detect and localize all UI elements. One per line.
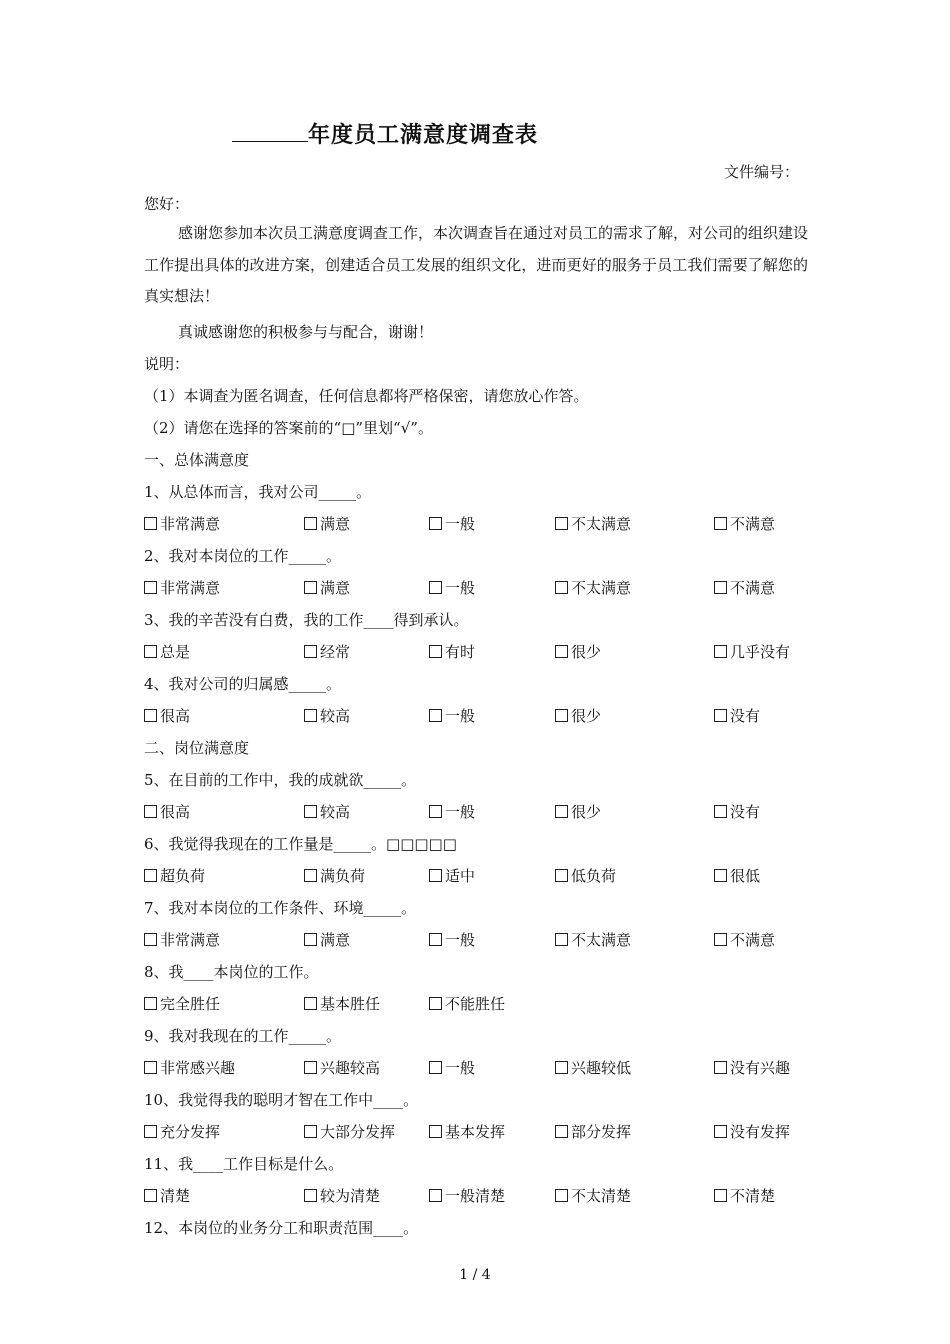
option-item[interactable] [429,801,475,822]
option-label: 没有 [730,803,761,821]
option-label: 低负荷 [571,867,617,885]
option-label: 很高 [160,707,191,725]
thanks-line: 真诚感谢您的积极参与与配合，谢谢！ [178,323,434,341]
option-label: 很高 [160,803,191,821]
checkbox[interactable] [714,869,727,882]
option-item[interactable] [555,1057,631,1078]
option-item[interactable] [714,929,775,950]
checkbox[interactable] [429,517,442,530]
option-label: 不满意 [730,515,776,533]
option-item[interactable] [555,865,616,886]
option-item[interactable] [304,865,365,886]
option-item[interactable] [144,801,190,822]
option-label: 有时 [445,643,476,661]
option-label: 较为清楚 [320,1187,381,1205]
option-item[interactable] [555,929,631,950]
option-item[interactable] [429,641,475,662]
checkbox[interactable] [304,869,317,882]
option-label: 适中 [445,867,476,885]
option-label: 不能胜任 [445,995,506,1013]
checkbox[interactable] [304,645,317,658]
checkbox[interactable] [144,805,157,818]
option-item[interactable] [304,801,350,822]
checkbox[interactable] [144,1061,157,1074]
option-item[interactable] [304,1185,380,1206]
option-item[interactable] [555,641,601,662]
option-item[interactable] [555,513,631,534]
checkbox[interactable] [429,1125,442,1138]
checkbox[interactable] [555,645,568,658]
checkbox[interactable] [144,869,157,882]
option-item[interactable] [144,993,220,1014]
section-heading: 二、岗位满意度 [144,739,250,757]
option-item[interactable] [429,929,475,950]
question-9: 9、我对我现在的工作_____。 [144,1027,342,1045]
option-label: 不满意 [730,931,776,949]
option-item[interactable] [555,577,631,598]
checkbox[interactable] [555,869,568,882]
option-label: 部分发挥 [571,1123,632,1141]
option-item[interactable] [304,641,350,662]
question-12: 12、本岗位的业务分工和职责范围____。 [144,1219,419,1237]
question-2: 2、我对本岗位的工作_____。 [144,547,342,565]
checkbox[interactable] [429,645,442,658]
option-item[interactable] [555,801,601,822]
checkbox[interactable] [714,805,727,818]
option-item[interactable] [429,865,475,886]
question-4: 4、我对公司的归属感_____。 [144,675,342,693]
checkbox[interactable] [144,581,157,594]
option-label: 一般 [445,707,476,725]
option-item[interactable] [429,705,475,726]
checkbox[interactable] [304,517,317,530]
checkbox[interactable] [429,997,442,1010]
option-item[interactable] [144,641,190,662]
option-item[interactable] [714,865,760,886]
option-label: 清楚 [160,1187,191,1205]
option-label: 经常 [320,643,351,661]
option-label: 一般 [445,579,476,597]
checkbox[interactable] [555,709,568,722]
option-item[interactable] [144,1121,220,1142]
option-item[interactable] [429,513,475,534]
option-item[interactable] [144,865,205,886]
section-heading: 一、总体满意度 [144,451,250,469]
option-label: 不太满意 [571,931,632,949]
checkbox[interactable] [144,1189,157,1202]
option-label: 完全胜任 [160,995,221,1013]
checkbox[interactable] [555,805,568,818]
option-label: 满负荷 [320,867,366,885]
option-label: 基本发挥 [445,1123,506,1141]
option-item[interactable] [714,705,760,726]
option-label: 很少 [571,707,602,725]
note-1: （1）本调查为匿名调查，任何信息都将严格保密，请您放心作答。 [144,387,589,405]
question-6: 6、我觉得我现在的工作量是_____。□□□□□ [144,835,457,853]
question-5: 5、在目前的工作中，我的成就欲_____。 [144,771,417,789]
checkbox[interactable] [429,805,442,818]
option-label: 一般清楚 [445,1187,506,1205]
checkbox[interactable] [144,645,157,658]
option-item[interactable] [429,1057,475,1078]
option-label: 没有兴趣 [730,1059,791,1077]
question-10: 10、我觉得我的聪明才智在工作中____。 [144,1091,419,1109]
checkbox[interactable] [304,709,317,722]
checkbox[interactable] [714,517,727,530]
checkbox[interactable] [304,1125,317,1138]
option-label: 不清楚 [730,1187,776,1205]
checkbox[interactable] [555,1125,568,1138]
question-1: 1、从总体而言，我对公司_____。 [144,483,372,501]
question-7: 7、我对本岗位的工作条件、环境_____。 [144,899,417,917]
checkbox[interactable] [304,1189,317,1202]
option-label: 不太清楚 [571,1187,632,1205]
checkbox[interactable] [429,869,442,882]
checkbox[interactable] [429,709,442,722]
option-label: 兴趣较低 [571,1059,632,1077]
option-label: 满意 [320,579,351,597]
option-item[interactable] [555,1185,631,1206]
checkbox[interactable] [555,581,568,594]
option-item[interactable] [304,1121,395,1142]
checkbox[interactable] [714,933,727,946]
option-label: 很少 [571,803,602,821]
question-8: 8、我____本岗位的工作。 [144,963,319,981]
checkbox[interactable] [714,1061,727,1074]
option-item[interactable] [555,1121,631,1142]
option-label: 不太满意 [571,579,632,597]
checkbox[interactable] [714,645,727,658]
option-label: 较高 [320,803,351,821]
option-item[interactable] [714,1121,790,1142]
option-label: 非常满意 [160,931,221,949]
option-label: 一般 [445,931,476,949]
option-item[interactable] [304,705,350,726]
document-title: 年度员工满意度调查表 [232,118,538,149]
option-label: 一般 [445,515,476,533]
option-label: 较高 [320,707,351,725]
checkbox[interactable] [714,1125,727,1138]
option-label: 非常感兴趣 [160,1059,236,1077]
option-item[interactable] [714,513,775,534]
option-item[interactable] [555,705,601,726]
option-item[interactable] [304,577,350,598]
option-item[interactable] [714,641,790,662]
checkbox[interactable] [304,805,317,818]
option-item[interactable] [304,993,380,1014]
option-label: 大部分发挥 [320,1123,396,1141]
intro-paragraph: 感谢您参加本次员工满意度调查工作，本次调查旨在通过对员工的需求了解，对公司的组织建设工作提出具体的改进方案，创建适合员工发展的组织文化，进而更好的服务于员工我们需要了解您的真实想法！ [144,224,809,305]
option-item[interactable] [144,577,220,598]
notes-label: 说明： [144,355,190,373]
checkbox[interactable] [714,709,727,722]
option-item[interactable] [429,1185,505,1206]
option-label: 充分发挥 [160,1123,221,1141]
option-item[interactable] [429,577,475,598]
checkbox[interactable] [304,933,317,946]
option-label: 很低 [730,867,761,885]
option-label: 没有 [730,707,761,725]
option-item[interactable] [714,1057,790,1078]
option-label: 不满意 [730,579,776,597]
option-item[interactable] [714,1185,775,1206]
year-blank [232,123,308,142]
checkbox[interactable] [555,933,568,946]
file-number-label: 文件编号： [724,163,800,181]
option-label: 非常满意 [160,515,221,533]
option-item[interactable] [714,577,775,598]
option-label: 几乎没有 [730,643,791,661]
question-3: 3、我的辛苦没有白费，我的工作____得到承认。 [144,611,469,629]
checkbox[interactable] [429,581,442,594]
option-item[interactable] [144,1185,190,1206]
checkbox[interactable] [714,1189,727,1202]
option-item[interactable] [714,801,760,822]
checkbox[interactable] [144,517,157,530]
option-label: 总是 [160,643,191,661]
note-2: （2）请您在选择的答案前的“□”里划“√”。 [144,419,433,437]
option-label: 一般 [445,803,476,821]
checkbox[interactable] [144,997,157,1010]
checkbox[interactable] [144,933,157,946]
page-number: 1 / 4 [459,1267,491,1283]
option-label: 没有发挥 [730,1123,791,1141]
checkbox[interactable] [555,1061,568,1074]
option-item[interactable] [144,1057,235,1078]
checkbox[interactable] [304,581,317,594]
option-label: 非常满意 [160,579,221,597]
option-item[interactable] [429,993,505,1014]
option-item[interactable] [304,929,350,950]
checkbox[interactable] [304,997,317,1010]
option-item[interactable] [429,1121,505,1142]
option-item[interactable] [144,705,190,726]
checkbox[interactable] [555,517,568,530]
option-label: 满意 [320,515,351,533]
checkbox[interactable] [144,1125,157,1138]
option-label: 兴趣较高 [320,1059,381,1077]
checkbox[interactable] [714,581,727,594]
checkbox[interactable] [304,1061,317,1074]
option-label: 超负荷 [160,867,206,885]
option-item[interactable] [304,1057,380,1078]
greeting: 您好： [144,195,190,213]
checkbox[interactable] [429,1189,442,1202]
checkbox[interactable] [429,1061,442,1074]
option-item[interactable] [144,513,220,534]
option-label: 一般 [445,1059,476,1077]
option-item[interactable] [144,929,220,950]
option-label: 满意 [320,931,351,949]
option-label: 很少 [571,643,602,661]
checkbox[interactable] [144,709,157,722]
option-item[interactable] [304,513,350,534]
option-label: 不太满意 [571,515,632,533]
checkbox[interactable] [555,1189,568,1202]
question-11: 11、我____工作目标是什么。 [144,1155,344,1173]
checkbox[interactable] [429,933,442,946]
option-label: 基本胜任 [320,995,381,1013]
